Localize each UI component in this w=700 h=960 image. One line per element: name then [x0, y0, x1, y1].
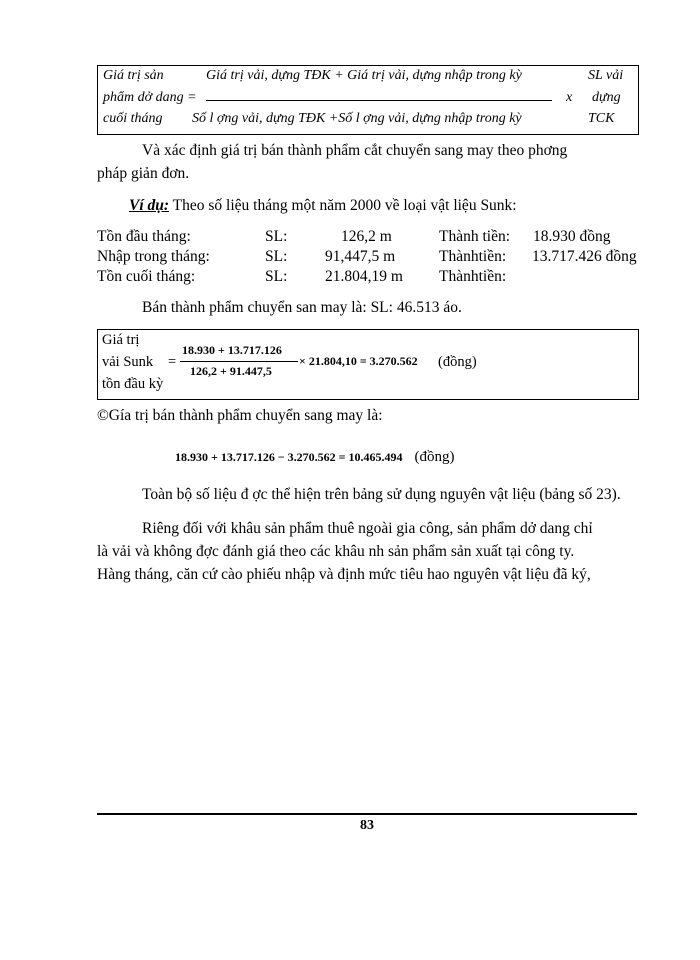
example-box-denominator: 126,2 + 91.447,5 [190, 364, 272, 378]
footer-rule [97, 813, 637, 815]
example-box-unit: (đồng) [438, 354, 477, 370]
last-para-line2: là vải và không đợc đánh giá theo các khâu nh sản phẩm sản xuất tại công ty. [97, 543, 575, 560]
example-box-line2: vải Sunk [102, 354, 154, 370]
stock-row-money-label: Thành tiền: [439, 228, 511, 245]
formula-times: x [566, 90, 573, 105]
para1-line1: Và xác định giá trị bán thành phẩm cắt chuyển sang may theo phơng [142, 142, 568, 159]
stock-row-label: Tồn cuối tháng: [97, 268, 196, 285]
example-box-numerator: 18.930 + 13.717.126 [182, 343, 282, 357]
summary-paragraph: Toàn bộ số liệu đ ợc thể hiện trên bảng sử dụng nguyên vật liệu (bảng số 23). [142, 486, 621, 503]
stock-row-money-value: 13.717.426 đồng [532, 248, 637, 265]
stock-row-money-label: Thànhtiền: [439, 248, 507, 265]
formula-lhs-line2: phẩm dở dang = [103, 90, 197, 105]
stock-row-label: Tồn đầu tháng: [97, 228, 191, 245]
last-para-line3: Hàng tháng, căn cứ cào phiếu nhập và định mức tiêu hao nguyên vật liệu đã ký, [97, 566, 591, 583]
example-text: Theo số liệu tháng một năm 2000 về loại vật liệu Sunk: [169, 197, 517, 214]
example-box-tail: × 21.804,10 = 3.270.562 [299, 354, 418, 368]
last-para-line1: Riêng đối với khâu sản phẩm thuê ngoài gia công, sản phẩm dở dang chỉ [142, 520, 593, 537]
formula-box [97, 65, 639, 135]
stock-row-closing [0, 268, 700, 290]
equation-line [175, 448, 455, 466]
formula-rhs-line3: TCK [588, 111, 615, 126]
formula-rhs-line1: SL vải [588, 68, 624, 83]
stock-row-sl-label: SL: [265, 248, 288, 265]
example-box-line3: tồn đầu kỳ [102, 376, 164, 392]
stock-row-sl-value: 21.804,19 m [325, 268, 403, 285]
stock-row-label: Nhập trong tháng: [97, 248, 210, 265]
para1-line2: pháp giản đơn. [97, 165, 190, 182]
stock-row-sl-label: SL: [265, 228, 288, 245]
equation-unit: (đồng) [414, 449, 455, 465]
copyright-icon: © [97, 407, 109, 424]
stock-row-sl-value: 126,2 m [341, 228, 392, 245]
stock-row-sl-label: SL: [265, 268, 288, 285]
stock-row-money-label: Thànhtiền: [439, 268, 507, 285]
page-number: 83 [360, 818, 374, 833]
formula-lhs-line3: cuối tháng [103, 111, 163, 126]
stock-row-opening [0, 228, 700, 250]
example-heading [129, 197, 517, 215]
formula-numerator: Giá trị vải, dựng TĐK + Giá trị vải, dựng nhập trong kỳ [206, 68, 522, 83]
stock-row-incoming [0, 248, 700, 270]
example-box-line1: Giá trị [102, 332, 140, 348]
semi-product-line: Bán thành phẩm chuyển san may là: SL: 46.513 áo. [142, 299, 462, 316]
formula-denominator: Số l ợng vải, dựng TĐK +Số l ợng vải, dựng nhập trong kỳ [192, 111, 522, 126]
stock-row-money-value: 18.930 đồng [533, 228, 611, 245]
stock-row-sl-value: 91,447,5 m [325, 248, 396, 265]
example-formula-box [97, 329, 639, 400]
formula-lhs-line1: Giá trị sản [103, 68, 164, 83]
equation-text: 18.930 + 13.717.126 − 3.270.562 = 10.465.494 [175, 450, 403, 464]
formula-fraction-bar [206, 100, 552, 101]
example-box-equals: = [168, 354, 177, 370]
value-transfer-line [97, 407, 383, 425]
value-transfer-text: Gía trị bán thành phẩm chuyển sang may là: [108, 407, 383, 424]
example-fraction-bar [180, 361, 298, 362]
formula-rhs-line2: dựng [592, 90, 621, 105]
example-label: Ví dụ: [129, 197, 170, 214]
